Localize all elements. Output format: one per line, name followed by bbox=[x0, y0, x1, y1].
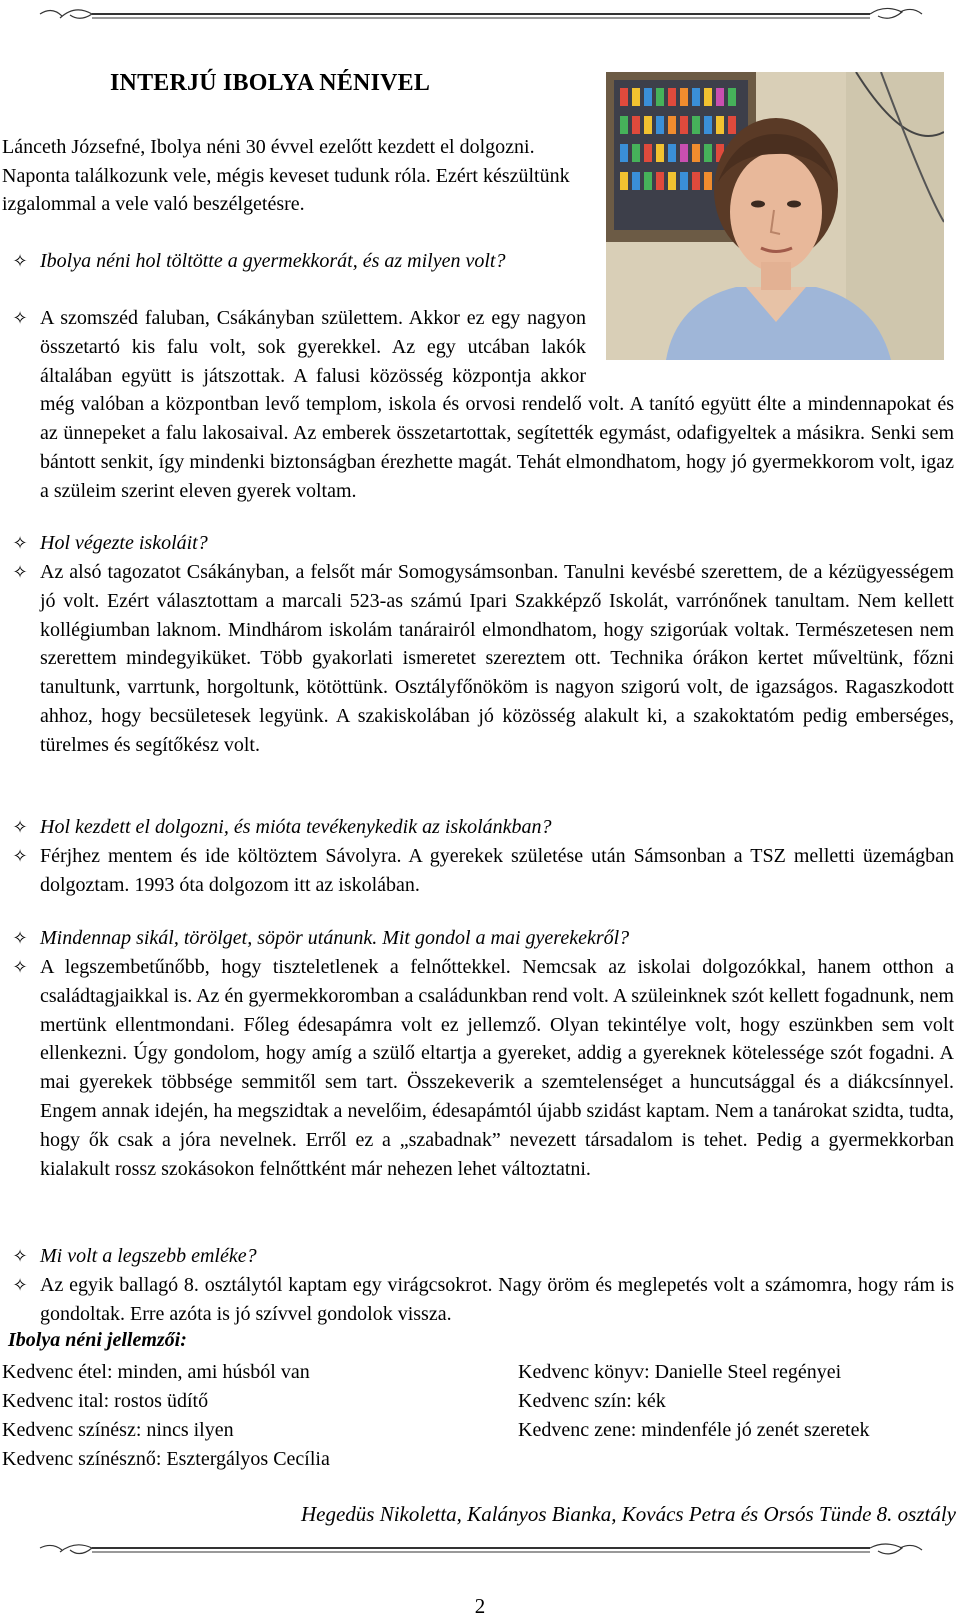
diamond-star-bullet-icon: ✧ bbox=[12, 928, 28, 948]
question-5 bbox=[2, 1242, 954, 1271]
answer-2 bbox=[2, 558, 954, 760]
diamond-star-bullet-icon: ✧ bbox=[12, 251, 28, 271]
answer-text: A legszembetűnőbb, hogy tiszteletlenek a felnőttekkel. Nemcsak az iskolai dolgozókkal, hanem otthon a családtagjaikkal is. Az én gyermekkoromban a családunkban rend volt. A szüleinknek szót kellett fogadnunk, nem mertünk ellentmondani. Főleg édesapámra volt ez jellemző. Olyan tekintélye volt, hogy eszünkben sem volt ellenkezni. Úgy gondolom, hogy amíg a szülő eltartja a gyereket, addig a gyereknek kötelessége szót fogadni. A mai gyerekek többsége semmitől sem tart. Összekeverik a szemtelenséget a huncutsággal és a diákcsínnyel. Engem annak idején, ha megszidtak a nevelőim, édesapámtól újabb szidást kaptam. Nem a tanárokat szidta, tudta, hogy ők csak a jóra nevelnek. Erről ez a „szabadnak” nevezett társadalom is tehet. Pedig a gyermekkorban kialakult rossz szokásokon felnőttként már nehezen lehet változtatni. bbox=[40, 956, 954, 1180]
answer-5 bbox=[2, 1271, 954, 1329]
answer-4 bbox=[2, 953, 954, 1183]
bottom-ornament-divider bbox=[0, 1536, 960, 1566]
favorite-item: Kedvenc étel: minden, ami húsból van bbox=[2, 1361, 310, 1383]
diamond-star-bullet-icon: ✧ bbox=[12, 817, 28, 837]
authors-credit: Hegedüs Nikoletta, Kalányos Bianka, Kovács Petra és Orsós Tünde 8. osztály bbox=[300, 1502, 956, 1526]
top-ornament-divider bbox=[0, 0, 960, 30]
answer-3 bbox=[2, 842, 954, 900]
diamond-star-bullet-icon: ✧ bbox=[12, 1275, 28, 1295]
question-1 bbox=[2, 247, 592, 276]
diamond-star-bullet-icon: ✧ bbox=[12, 957, 28, 977]
favorite-item: Kedvenc szín: kék bbox=[518, 1390, 666, 1412]
diamond-star-bullet-icon: ✧ bbox=[12, 846, 28, 866]
answer-text: Az egyik ballagó 8. osztálytól kaptam egy virágcsokrot. Nagy öröm és meglepetés volt a számomra, hogy rám is gondoltak. Erre azóta is jó szívvel gondolok vissza. bbox=[40, 1274, 954, 1325]
question-text: Mindennap sikál, törölget, söpör utánunk. Mit gondol a mai gyerekekről? bbox=[40, 927, 630, 949]
favorite-item: Kedvenc színésznő: Esztergályos Cecília bbox=[2, 1448, 330, 1470]
favorite-item: Kedvenc színész: nincs ilyen bbox=[2, 1419, 234, 1441]
question-text: Hol kezdett el dolgozni, és mióta tevékenykedik az iskolánkban? bbox=[40, 816, 552, 838]
answer-text: Az alsó tagozatot Csákányban, a felsőt már Somogysámsonban. Tanulni kevésbé szerettem, de a kézügyességem jó volt. Ezért választottam a marcali 523-as számú Ipari Szakképző Iskolát, varrónőnek tanultam. Nem kellett kollégiumban laknom. Mindhárom iskolám tanárairól elmondhatom, hogy szigorúak voltak. Természetesen nem szerettem mindegyiküket. Több gyakorlati ismeretet szereztem ott. Technika órákon kertet műveltünk, főzni tanultunk, varrtunk, horgoltunk, kötöttünk. Osztályfőnököm is nagyon szigorú volt, de igazságos. Ragaszkodott ahhoz, hogy becsületesek legyünk. A szakiskolában jó közösség alakult ki, a szakoktatóm pedig emberséges, türelmes és segítőkész volt. bbox=[40, 561, 954, 756]
page-number: 2 bbox=[474, 1594, 486, 1618]
diamond-star-bullet-icon: ✧ bbox=[12, 308, 28, 328]
diamond-star-bullet-icon: ✧ bbox=[12, 1246, 28, 1266]
favorite-item: Kedvenc zene: mindenféle jó zenét szeretek bbox=[518, 1419, 870, 1441]
question-text: Mi volt a legszebb emléke? bbox=[40, 1245, 257, 1267]
answer-text: A szomszéd faluban, Csákányban születtem. Akkor ez egy nagyon összetartó kis falu volt, sok gyerekkel. Az egy utcában lakók általában együtt is játszottak. A falusi közösség központja akkor még valóban a központban levő templom, iskola és orvosi rendelő volt. A tanító együtt élte a mindennapokat és az ünnepeket a falu lakosaival. Az emberek összetartottak, segítették egymást, odafigyeltek a másikra. Senki sem bántott senkit, így mindenki biztonságban érezhette magát. Tehát elmondhatom, hogy jó gyermekkorom volt, igaz a szüleim szerint eleven gyerek voltam. bbox=[40, 307, 954, 502]
diamond-star-bullet-icon: ✧ bbox=[12, 562, 28, 582]
answer-1 bbox=[2, 304, 954, 506]
answer-text: Férjhez mentem és ide költöztem Sávolyra. A gyerekek születése után Sámsonban a TSZ melletti üzemágban dolgoztam. 1993 óta dolgozom itt az iskolában. bbox=[40, 845, 954, 896]
favorite-item: Kedvenc ital: rostos üdítő bbox=[2, 1390, 209, 1412]
question-3 bbox=[2, 813, 954, 842]
question-2 bbox=[2, 529, 954, 558]
diamond-star-bullet-icon: ✧ bbox=[12, 533, 28, 553]
question-text: Hol végezte iskoláit? bbox=[40, 532, 208, 554]
characteristics-title: Ibolya néni jellemzői: bbox=[8, 1329, 187, 1351]
favorite-item: Kedvenc könyv: Danielle Steel regényei bbox=[518, 1361, 842, 1383]
question-text: Ibolya néni hol töltötte a gyermekkorát, és az milyen volt? bbox=[40, 250, 506, 272]
intro-paragraph: Lánceth Józsefné, Ibolya néni 30 évvel ezelőtt kezdett el dolgozni. Naponta találkozunk vele, mégis keveset tudunk róla. Ezért készültünk izgalommal a vele való beszélgetésre. bbox=[2, 136, 570, 215]
article-title: INTERJÚ IBOLYA NÉNIVEL bbox=[110, 70, 431, 96]
question-4 bbox=[2, 924, 954, 953]
